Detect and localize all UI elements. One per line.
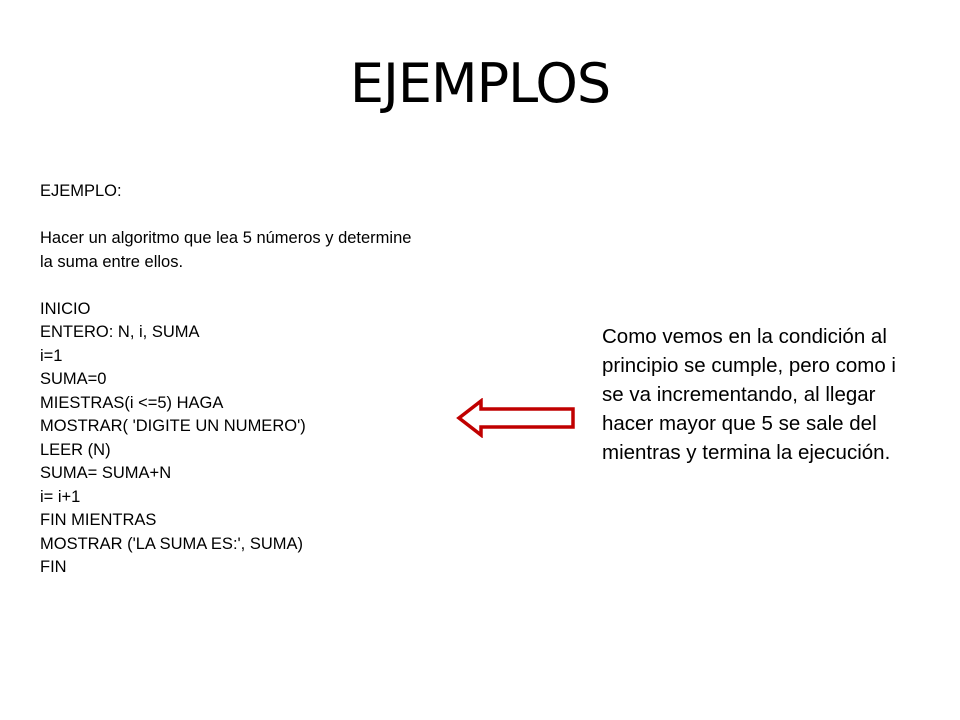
code-line: SUMA=0 [40, 370, 107, 388]
code-line: MIESTRAS(i <=5) HAGA [40, 393, 224, 412]
example-description-line-1: Hacer un algoritmo que lea 5 números y determine [40, 229, 412, 247]
code-line: i= i+1 [40, 487, 81, 506]
left-arrow-shape [459, 401, 573, 435]
code-line: i=1 [40, 346, 63, 365]
code-line: LEER (N) [40, 440, 111, 459]
example-block [40, 180, 540, 580]
example-description-line-2: la suma entre ellos. [40, 252, 184, 271]
code-line: INICIO [40, 299, 91, 318]
example-heading: EJEMPLO: [40, 182, 122, 200]
code-line: ENTERO: N, i, SUMA [40, 323, 200, 341]
left-arrow-icon [456, 398, 576, 438]
code-line: MOSTRAR ('LA SUMA ES:', SUMA) [40, 534, 304, 553]
explanation-text: Como vemos en la condición al principio se cumple, pero como i se va incrementando, al llegar hacer mayor que 5 se sale del mientras y termina la ejecución. [602, 325, 896, 464]
code-line: FIN MIENTRAS [40, 511, 157, 529]
code-line: FIN [40, 558, 67, 576]
code-line: SUMA= SUMA+N [40, 464, 172, 482]
code-line: MOSTRAR( 'DIGITE UN NUMERO') [40, 417, 306, 435]
slide-title: EJEMPLOS [349, 52, 611, 115]
spacer [40, 204, 540, 228]
spacer [40, 274, 540, 298]
